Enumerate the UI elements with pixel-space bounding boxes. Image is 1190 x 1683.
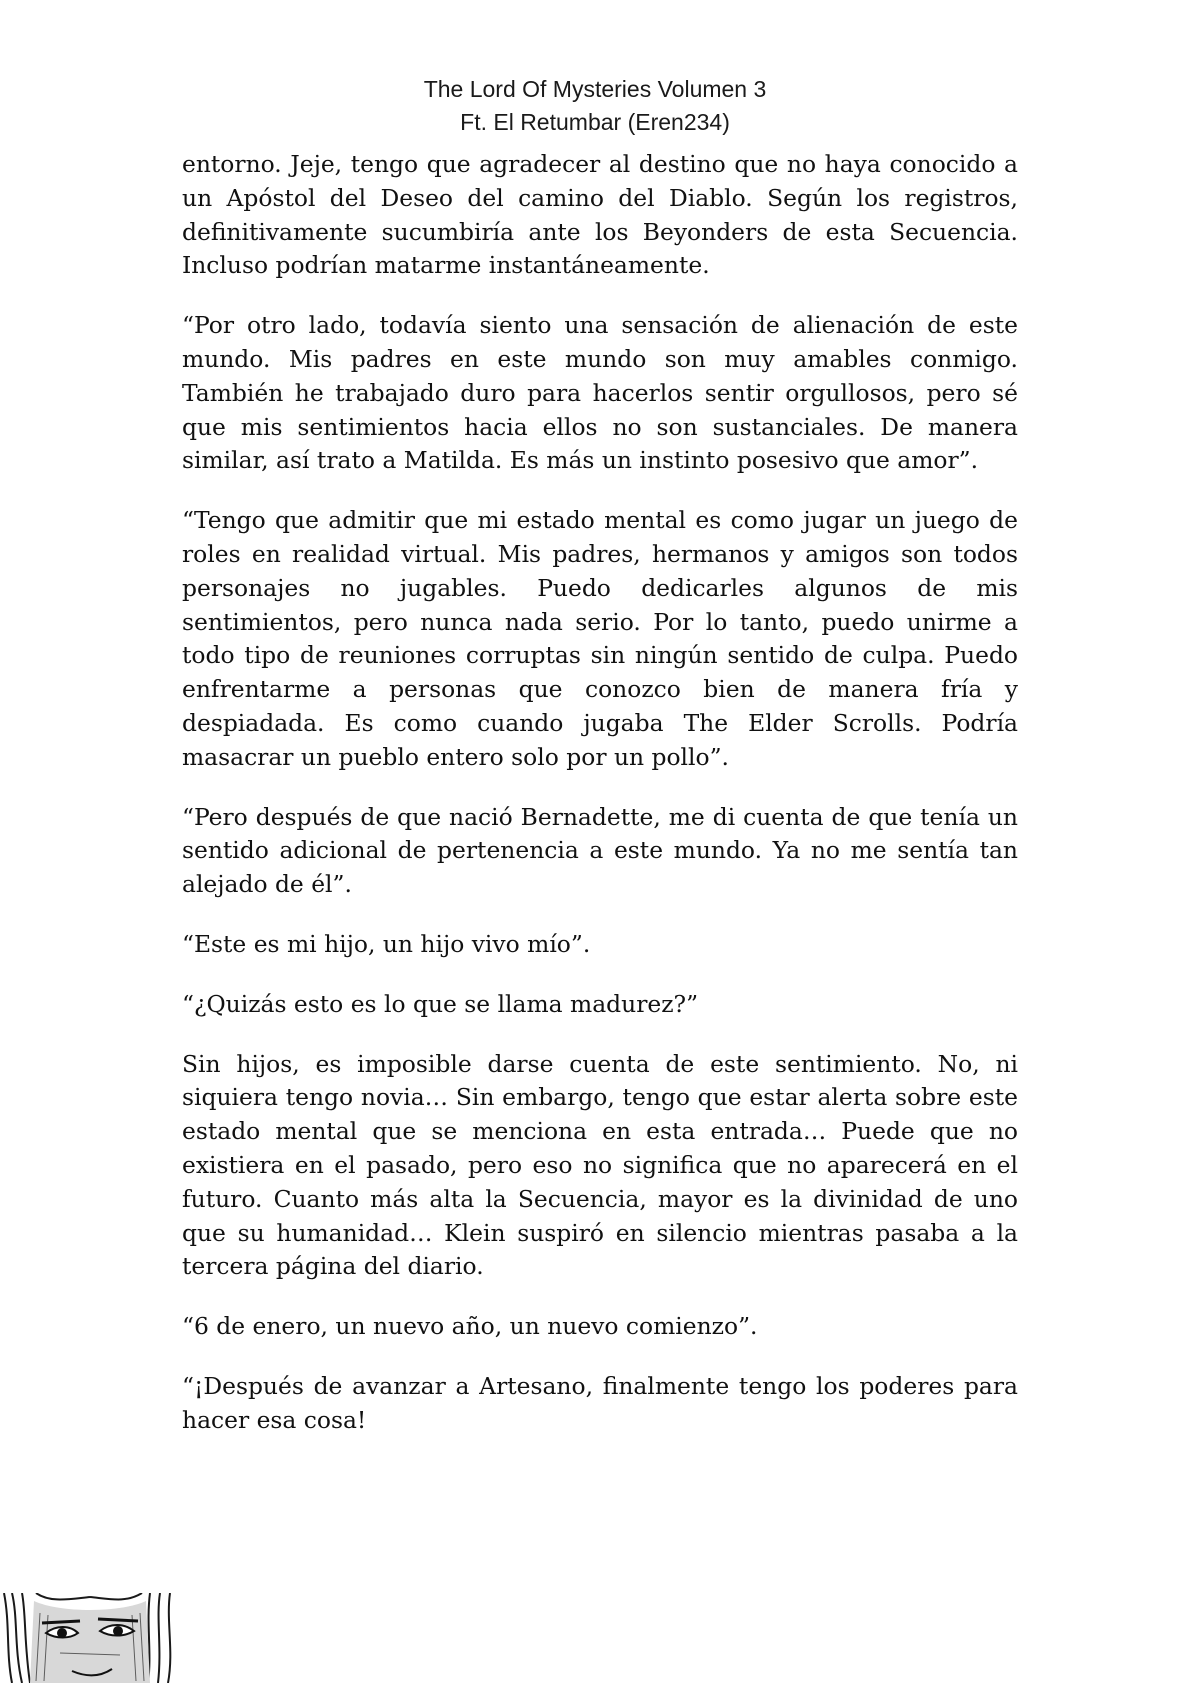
paragraph: “Este es mi hijo, un hijo vivo mío”. [182, 929, 591, 958]
document-subtitle: Ft. El Retumbar (Eren234) [460, 109, 730, 135]
document-title: The Lord Of Mysteries Volumen 3 [423, 76, 767, 102]
paragraph: “¡Después de avanzar a Artesano, finalmente tengo los poderes para hacer esa cosa! [182, 1371, 1018, 1434]
page-header [0, 73, 1190, 139]
manga-character-portrait-icon [0, 1593, 178, 1683]
paragraph: “Pero después de que nació Bernadette, me di cuenta de que tenía un sentido adicional de pertenencia a este mundo. Ya no me sentía tan alejado de él”. [182, 802, 1018, 899]
paragraph: “Por otro lado, todavía siento una sensación de alienación de este mundo. Mis padres en este mundo son muy amables conmigo. También he trabajado duro para hacerlos sentir orgullosos, pero sé que mis sentimientos hacia ellos no son sustanciales. De manera similar, así trato a Matilda. Es más un instinto posesivo que amor”. [182, 311, 1018, 475]
paragraph: “6 de enero, un nuevo año, un nuevo comienzo”. [182, 1312, 758, 1341]
paragraph: Sin hijos, es imposible darse cuenta de este sentimiento. No, ni siquiera tengo novia… Sin embargo, tengo que estar alerta sobre este estado mental que se menciona en esta entrada… Puede que no existiera en el pasado, pero eso no significa que no aparecerá en el futuro. Cuanto más alta la Secuencia, mayor es la divinidad de uno que su humanidad… Klein suspiró en silencio mientras pasaba a la tercera página del diario. [182, 1049, 1018, 1281]
chapter-body [182, 148, 1018, 1438]
paragraph: “¿Quizás esto es lo que se llama madurez?” [182, 989, 699, 1018]
paragraph: entorno. Jeje, tengo que agradecer al destino que no haya conocido a un Apóstol del Deseo del camino del Diablo. Según los registros, definitivamente sucumbiría ante los Beyonders de esta Secuencia. Incluso podrían matarme instantáneamente. [182, 150, 1018, 280]
paragraph: “Tengo que admitir que mi estado mental es como jugar un juego de roles en realidad virtual. Mis padres, hermanos y amigos son todos personajes no jugables. Puedo dedicarles algunos de mis sentimientos, pero nunca nada serio. Por lo tanto, puedo unirme a todo tipo de reuniones corruptas sin ningún sentido de culpa. Puedo enfrentarme a personas que conozco bien de manera fría y despiadada. Es como cuando jugaba The Elder Scrolls. Podría masacrar un pueblo entero solo por un pollo”. [182, 506, 1018, 771]
